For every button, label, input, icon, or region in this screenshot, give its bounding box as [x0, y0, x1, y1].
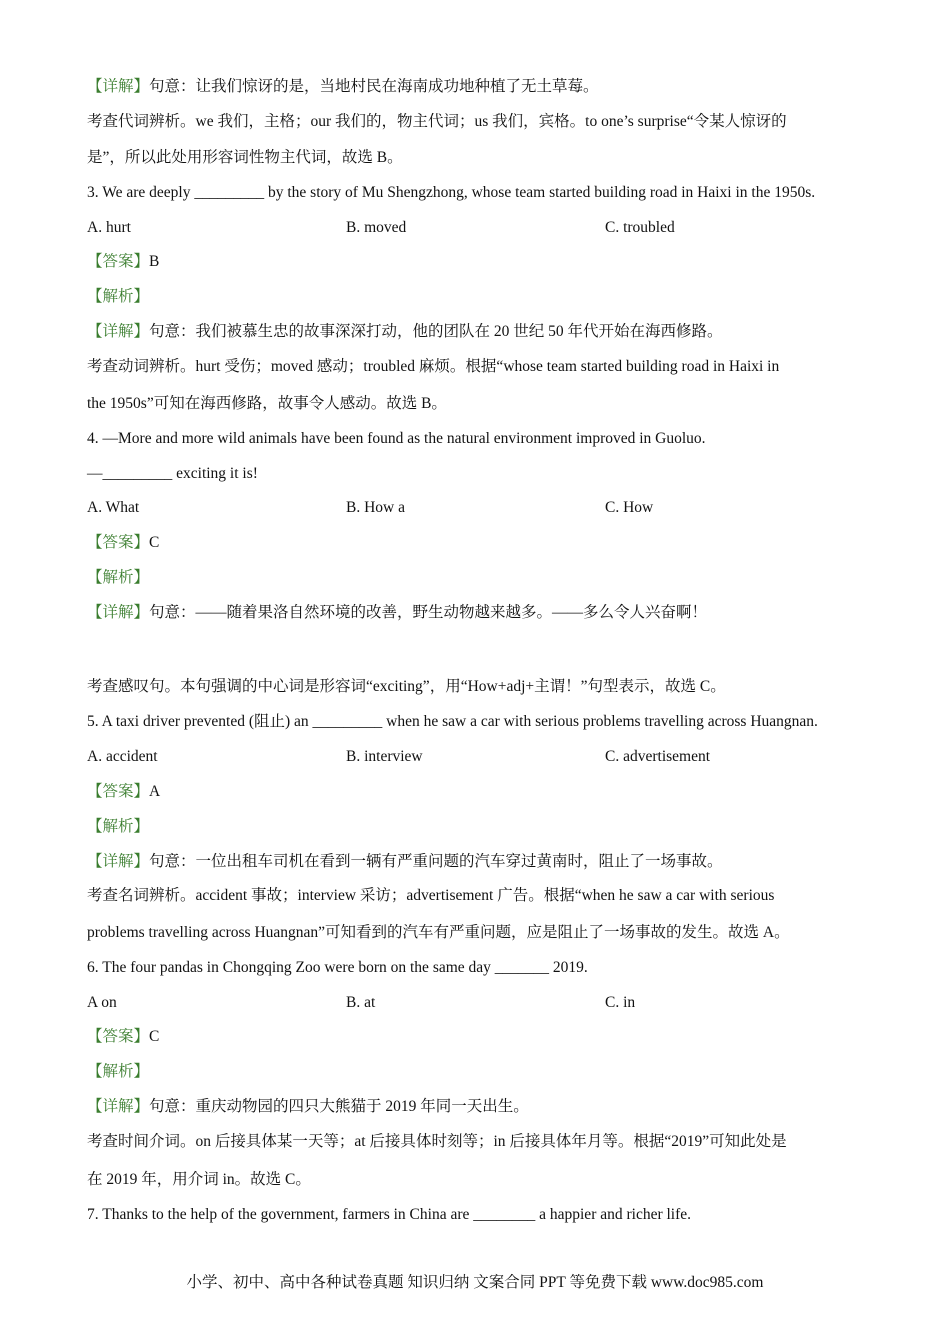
question-stem-reply: —_________ exciting it is!: [87, 465, 258, 482]
answer-tag: 【答案】: [87, 1028, 150, 1045]
detail-line: [87, 603, 707, 623]
answer-value: C: [149, 534, 160, 551]
answer-tag: 【答案】: [87, 783, 150, 800]
answer-line: [87, 1027, 159, 1047]
option-c: C. in: [605, 994, 636, 1011]
page-footer: 小学、初中、高中各种试卷真题 知识归纳 文案合同 PPT 等免费下载 www.doc985.com: [186, 1274, 764, 1291]
detail-tag: 【详解】: [87, 853, 150, 870]
detail-tag: 【详解】: [87, 604, 150, 621]
answer-line: [87, 533, 159, 553]
detail-text: 句意：我们被慕生忠的故事深深打动，他的团队在 20 世纪 50 年代开始在海西修路。: [149, 323, 723, 340]
answer-value: B: [149, 253, 160, 270]
answer-line: [87, 782, 160, 802]
analysis-tag: 【解析】: [87, 818, 150, 835]
answer-value: C: [149, 1028, 160, 1045]
option-c: C. How: [605, 499, 654, 516]
detail-tag: 【详解】: [87, 1098, 150, 1115]
detail-line: [87, 322, 723, 342]
option-a: A on: [87, 994, 117, 1011]
option-a: A. What: [87, 499, 140, 516]
explanation-line: 考查时间介词。on 后接具体某一天等；at 后接具体时刻等；in 后接具体年月等。根据“2019”可知此处是: [87, 1133, 787, 1150]
question-stem: 3. We are deeply _________ by the story of Mu Shengzhong, whose team started building road in Haixi in the 1950s.: [87, 184, 816, 201]
question-stem: 4. —More and more wild animals have been found as the natural environment improved in Guoluo.: [87, 430, 706, 447]
answer-line: [87, 252, 159, 272]
explanation-line: 在 2019 年，用介词 in。故选 C。: [87, 1171, 311, 1188]
explanation-line: 是”，所以此处用形容词性物主代词，故选 B。: [87, 149, 403, 166]
analysis-tag: 【解析】: [87, 569, 150, 586]
explanation-line: the 1950s”可知在海西修路，故事令人感动。故选 B。: [87, 395, 447, 412]
option-a: A. accident: [87, 748, 158, 765]
answer-tag: 【答案】: [87, 253, 150, 270]
explanation-line: problems travelling across Huangnan”可知看到的汽车有严重问题，应是阻止了一场事故的发生。故选 A。: [87, 924, 790, 941]
option-b: B. How a: [346, 499, 405, 516]
explanation-line: 考查名词辨析。accident 事故；interview 采访；advertisement 广告。根据“when he saw a car with serious: [87, 887, 775, 904]
explanation-line: 考查感叹句。本句强调的中心词是形容词“exciting”，用“How+adj+主谓！”句型表示，故选 C。: [87, 678, 726, 695]
detail-tag: 【详解】: [87, 323, 150, 340]
detail-text: 句意：重庆动物园的四只大熊猫于 2019 年同一天出生。: [149, 1098, 529, 1115]
detail-text: 句意：——随着果洛自然环境的改善，野生动物越来越多。——多么令人兴奋啊！: [149, 604, 708, 621]
option-b: B. moved: [346, 219, 407, 236]
detail-line: [87, 1097, 529, 1117]
explanation-line: 考查动词辨析。hurt 受伤；moved 感动；troubled 麻烦。根据“whose team started building road in Haixi in: [87, 358, 780, 375]
explanation-line: 考查代词辨析。we 我们，主格；our 我们的，物主代词；us 我们，宾格。to one’s surprise“令某人惊讶的: [87, 113, 787, 130]
answer-value: A: [149, 783, 161, 800]
option-b: B. at: [346, 994, 376, 1011]
analysis-tag: 【解析】: [87, 1063, 150, 1080]
detail-text: 句意：一位出租车司机在看到一辆有严重问题的汽车穿过黄南时，阻止了一场事故。: [149, 853, 723, 870]
question-stem: 6. The four pandas in Chongqing Zoo were born on the same day _______ 2019.: [87, 959, 588, 976]
detail-line: [87, 77, 599, 97]
question-stem: 7. Thanks to the help of the government, farmers in China are ________ a happier and richer life.: [87, 1206, 692, 1223]
analysis-tag: 【解析】: [87, 288, 150, 305]
option-b: B. interview: [346, 748, 423, 765]
option-c: C. troubled: [605, 219, 675, 236]
detail-line: [87, 852, 723, 872]
question-stem: 5. A taxi driver prevented (阻止) an _________ when he saw a car with serious problems travelling across Huangnan.: [87, 713, 818, 730]
answer-tag: 【答案】: [87, 534, 150, 551]
option-a: A. hurt: [87, 219, 131, 236]
option-c: C. advertisement: [605, 748, 711, 765]
detail-text: 句意：让我们惊讶的是，当地村民在海南成功地种植了无土草莓。: [149, 78, 599, 95]
detail-tag: 【详解】: [87, 78, 150, 95]
